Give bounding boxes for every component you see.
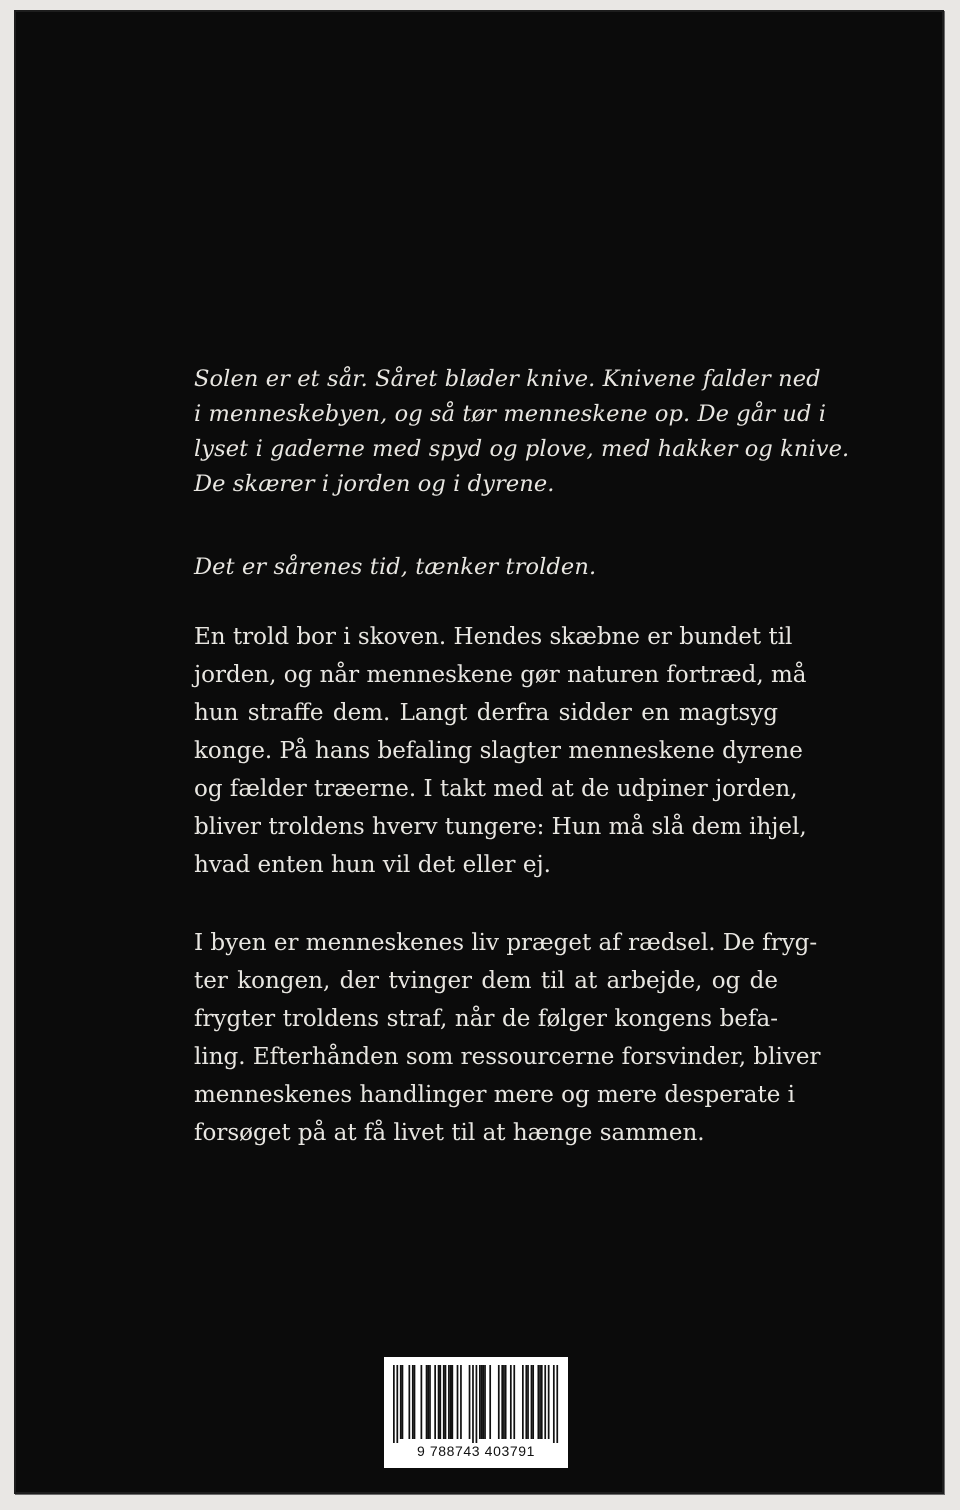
barcode-bar	[531, 1365, 533, 1439]
text-line: ling. Efterhånden som ressourcerne forsvinder, bliver	[194, 1044, 821, 1070]
text-line: Det er sårenes tid, tænker trolden.	[194, 554, 597, 580]
text-line: forsøget på at få livet til at hænge sammen.	[194, 1120, 705, 1146]
text-line: En trold bor i skoven. Hendes skæbne er bundet til	[194, 624, 793, 650]
barcode-bar	[498, 1365, 500, 1439]
barcode-bar	[482, 1365, 484, 1439]
text-line: frygter troldens straf, når de følger kongens befa-	[194, 1006, 778, 1032]
text-line: bliver troldens hverv tungere: Hun må slå dem ihjel,	[194, 814, 807, 840]
barcode-bar	[443, 1365, 445, 1439]
text-line: lyset i gaderne med spyd og plove, med hakker og knive.	[194, 436, 850, 462]
barcode-bars	[384, 1357, 568, 1443]
body-paragraph-1	[194, 618, 807, 884]
barcode-bar	[484, 1365, 486, 1439]
barcode-bar	[479, 1365, 481, 1439]
barcode-bar	[556, 1365, 558, 1443]
text-line: konge. På hans befaling slagter menneskene dyrene	[194, 738, 803, 764]
barcode-bar	[414, 1365, 416, 1439]
barcode-bar	[421, 1365, 423, 1439]
barcode-bar	[429, 1365, 431, 1439]
text-line: I byen er menneskenes liv præget af rædsel. De fryg-	[194, 930, 818, 956]
body-paragraph-2	[194, 924, 821, 1152]
barcode-bar	[426, 1365, 428, 1439]
barcode-bar	[427, 1365, 429, 1439]
barcode-bar	[393, 1365, 395, 1443]
barcode-bar	[544, 1365, 546, 1439]
barcode-bar	[445, 1365, 447, 1439]
text-line: hun straffe dem. Langt derfra sidder en magtsyg	[194, 700, 778, 726]
text-line: hvad enten hun vil det eller ej.	[194, 852, 551, 878]
barcode-bar	[434, 1365, 436, 1439]
italic-paragraph-2	[194, 550, 778, 585]
barcode-bar	[439, 1365, 441, 1439]
barcode-bar	[501, 1365, 503, 1439]
barcode-bar	[503, 1365, 505, 1439]
barcode-bar	[541, 1365, 543, 1439]
barcode-bar	[510, 1365, 512, 1439]
barcode-bar	[548, 1365, 550, 1439]
barcode-bar	[481, 1365, 483, 1439]
barcode-bar	[457, 1365, 459, 1439]
barcode-bar	[476, 1365, 478, 1443]
barcode-bar	[513, 1365, 515, 1439]
barcode-bar	[448, 1365, 450, 1439]
text-line: menneskenes handlinger mere og mere desperate i	[194, 1082, 796, 1108]
barcode-bar	[553, 1365, 555, 1443]
barcode-bar	[412, 1365, 414, 1439]
barcode-bar	[537, 1365, 539, 1439]
barcode-bar	[489, 1365, 491, 1439]
barcode-bar	[400, 1365, 402, 1439]
text-line: ter kongen, der tvinger dem til at arbejde, og de	[194, 968, 778, 994]
barcode-bar	[525, 1365, 527, 1439]
barcode-bar	[460, 1365, 462, 1439]
barcode-bar	[472, 1365, 474, 1443]
barcode-bar	[450, 1365, 452, 1439]
barcode-bar	[408, 1365, 410, 1439]
italic-paragraph-1	[194, 362, 850, 502]
barcode-bar	[402, 1365, 404, 1439]
barcode-bar	[527, 1365, 529, 1439]
text-line: og fælder træerne. I takt med at de udpiner jorden,	[194, 776, 798, 802]
text-line: Solen er et sår. Såret bløder knive. Knivene falder ned	[194, 366, 821, 392]
text-line: i menneskebyen, og så tør menneskene op. De går ud i	[194, 401, 827, 427]
barcode-bar	[438, 1365, 440, 1439]
barcode-bar	[532, 1365, 534, 1439]
text-line: De skærer i jorden og i dyrene.	[194, 471, 555, 497]
barcode-bar	[539, 1365, 541, 1439]
isbn-barcode	[384, 1357, 568, 1468]
barcode-bar	[522, 1365, 524, 1439]
barcode-bar	[451, 1365, 453, 1439]
barcode-bar	[396, 1365, 398, 1443]
isbn-number: 9 788743 403791	[417, 1443, 535, 1459]
barcode-bar	[469, 1365, 471, 1439]
barcode-bar	[505, 1365, 507, 1439]
text-line: jorden, og når menneskene gør naturen fortræd, må	[194, 662, 807, 688]
